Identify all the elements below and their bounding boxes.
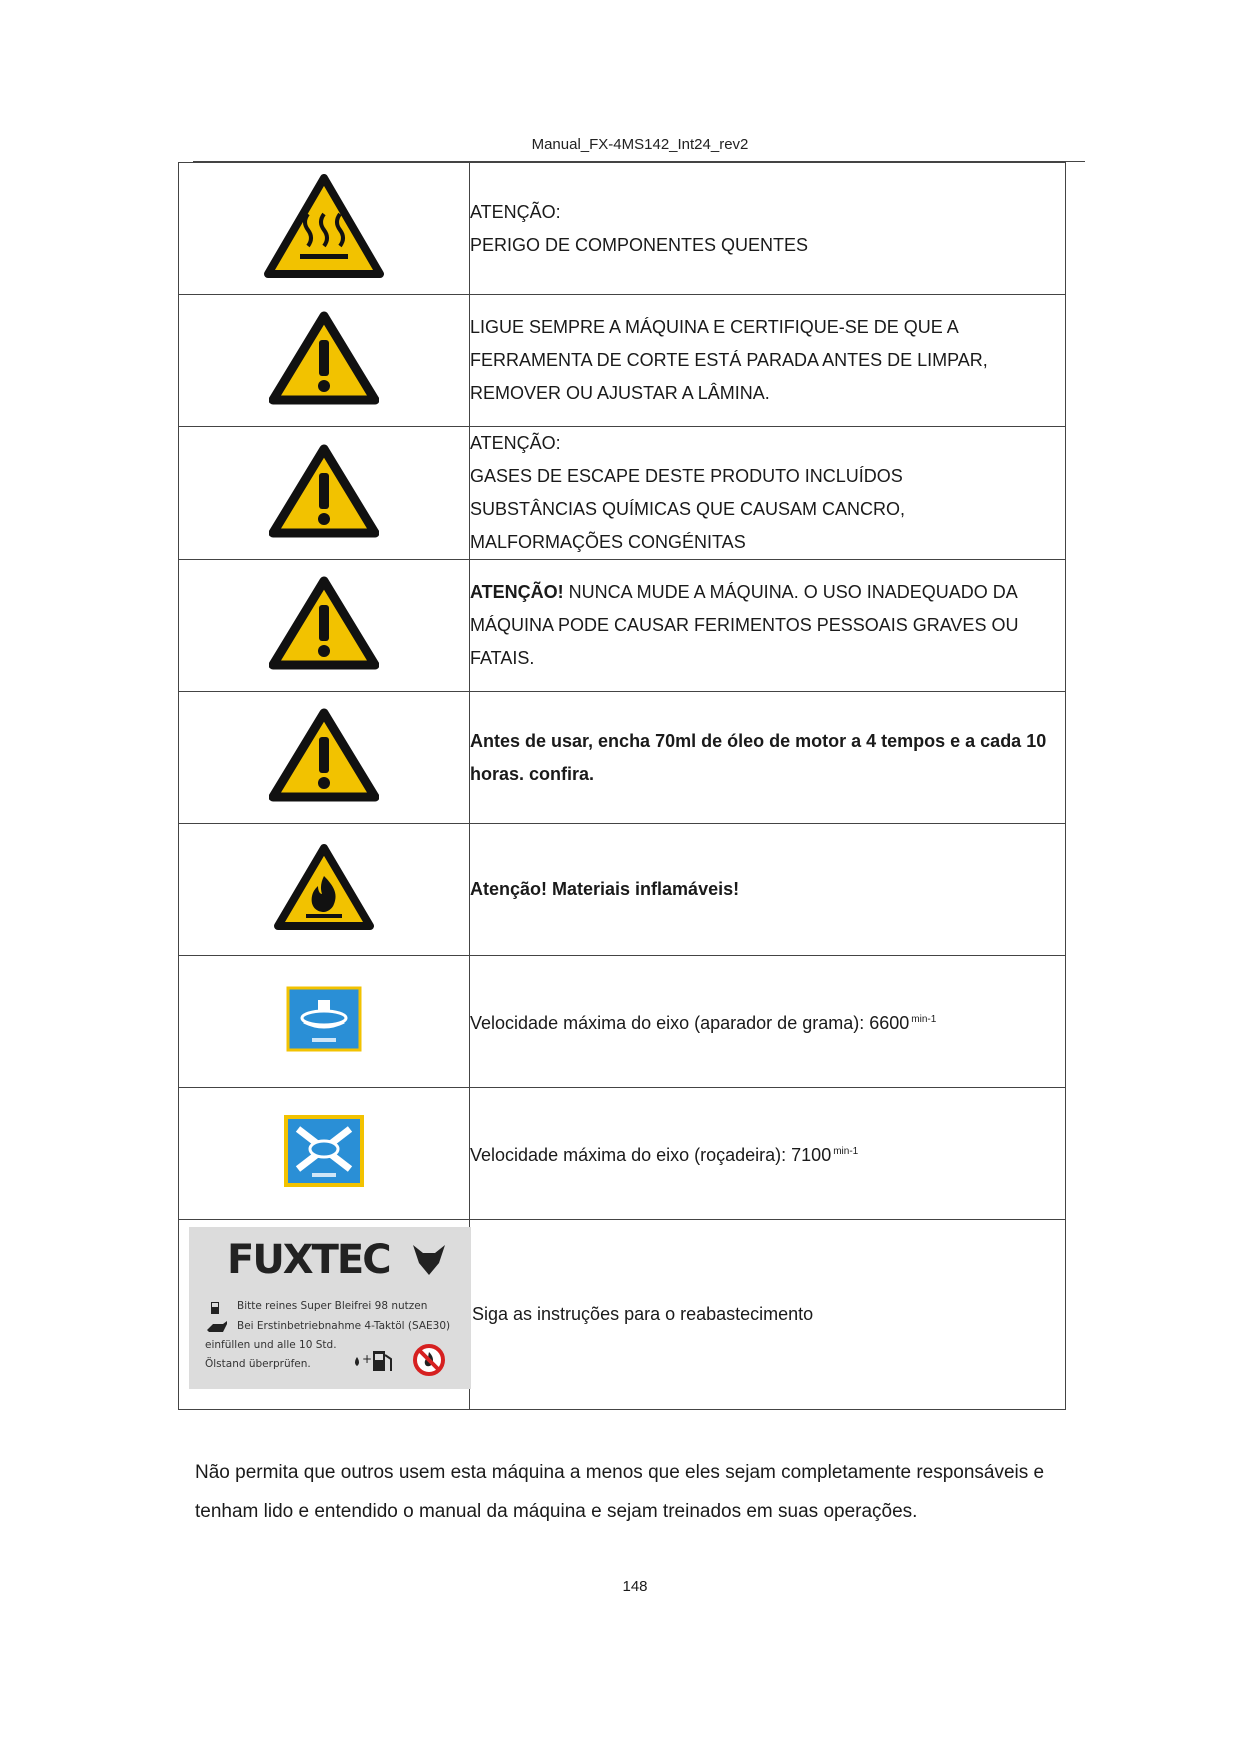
table-row [179, 692, 1066, 824]
warning-text-line [470, 576, 1065, 609]
warning-text: LIGUE SEMPRE A MÁQUINA E CERTIFIQUE-SE DE QUE A [470, 317, 959, 337]
text-cell [470, 295, 1066, 427]
oil-instruction-text: horas. confira. [470, 763, 595, 784]
warning-text: GASES DE ESCAPE DESTE PRODUTO INCLUÍDOS [470, 466, 903, 486]
text-cell [470, 956, 1066, 1088]
icon-cell [179, 163, 470, 295]
table-row [179, 295, 1066, 427]
fox-logo-icon [411, 1241, 447, 1277]
warning-text: FATAIS. [470, 648, 535, 668]
exclamation-warning-icon [269, 707, 379, 803]
warning-text: REMOVER OU AJUSTAR A LÂMINA. [470, 383, 770, 403]
operator-warning-paragraph: Não permita que outros usem esta máquina a menos que eles sejam completamente responsáveis e tenham lido e entendido o manual da máquina e sejam treinados em suas operações. [195, 1462, 1045, 1522]
speed-unit: min-1 [833, 1146, 859, 1157]
text-cell [470, 163, 1066, 295]
oil-can-icon [205, 1320, 229, 1334]
fuxtec-logo: FUXTEC [227, 1236, 390, 1283]
warning-title: ATENÇÃO: [470, 201, 561, 222]
warning-text: NUNCA MUDE A MÁQUINA. O USO INADEQUADO DA [563, 582, 1018, 602]
text-cell [470, 427, 1066, 560]
flammable-warning-icon [272, 842, 376, 932]
warning-text: FERRAMENTA DE CORTE ESTÁ PARADA ANTES DE LIMPAR, [470, 350, 988, 370]
exclamation-warning-icon [269, 310, 379, 406]
fuel-pump-icon [209, 1301, 223, 1315]
fuel-label-image [189, 1227, 471, 1389]
icon-cell [179, 692, 470, 824]
hot-surface-warning-icon [264, 174, 384, 278]
text-cell [470, 560, 1066, 692]
brushcutter-speed-text: Velocidade máxima do eixo (roçadeira): 7100 [470, 1145, 832, 1165]
text-cell [470, 824, 1066, 956]
table-row [179, 824, 1066, 956]
brush-blade-speed-icon [284, 1115, 364, 1187]
speed-unit: min-1 [911, 1014, 937, 1025]
refuel-caption: Siga as instruções para o reabastecimento [472, 1304, 814, 1324]
warning-text: MALFORMAÇÕES CONGÉNITAS [470, 532, 746, 552]
table-row [179, 560, 1066, 692]
trimmer-head-speed-icon [286, 986, 362, 1052]
oil-instruction-text: Antes de usar, encha 70ml de óleo de motor a 4 tempos e a cada 10 [470, 730, 1047, 751]
warning-text: MÁQUINA PODE CAUSAR FERIMENTOS PESSOAIS GRAVES OU [470, 615, 1019, 635]
fuel-label-line: einfüllen und alle 10 Std. [205, 1338, 337, 1351]
table-row [179, 1088, 1066, 1220]
trimmer-speed-text: Velocidade máxima do eixo (aparador de grama): 6600 [470, 1013, 910, 1033]
warning-bold-lead: ATENÇÃO! [470, 582, 564, 602]
icon-cell [179, 824, 470, 956]
safety-signs-table [178, 162, 1066, 1410]
document-header: Manual_FX-4MS142_Int24_rev2 [531, 136, 749, 153]
exclamation-warning-icon [269, 443, 379, 539]
svg-text:+: + [362, 1351, 373, 1366]
fuel-label-line: Ölstand überprüfen. [205, 1357, 311, 1370]
icon-cell [179, 560, 470, 692]
text-cell [470, 1220, 1066, 1410]
icon-cell [179, 1088, 470, 1220]
exclamation-warning-icon [269, 575, 379, 671]
fuel-label-line: Bitte reines Super Bleifrei 98 nutzen [237, 1299, 428, 1312]
icon-cell [179, 427, 470, 560]
warning-text: SUBSTÂNCIAS QUÍMICAS QUE CAUSAM CANCRO, [470, 499, 906, 519]
fuel-label-line: Bei Erstinbetriebnahme 4-Taktöl (SAE30) [237, 1319, 451, 1332]
warning-text: PERIGO DE COMPONENTES QUENTES [470, 234, 809, 255]
icon-cell [179, 295, 470, 427]
refuel-icon [351, 1345, 399, 1375]
text-cell [470, 1088, 1066, 1220]
table-row [179, 1220, 1066, 1410]
icon-cell [179, 956, 470, 1088]
icon-cell [179, 1220, 470, 1410]
warning-title: ATENÇÃO: [470, 433, 561, 453]
table-row [179, 956, 1066, 1088]
table-row [179, 427, 1066, 560]
table-row [179, 163, 1066, 295]
flammable-warning-text: Atenção! Materiais inflamáveis! [470, 879, 740, 899]
page-number: 148 [622, 1578, 648, 1595]
no-fire-icon [412, 1343, 446, 1377]
text-cell [470, 692, 1066, 824]
